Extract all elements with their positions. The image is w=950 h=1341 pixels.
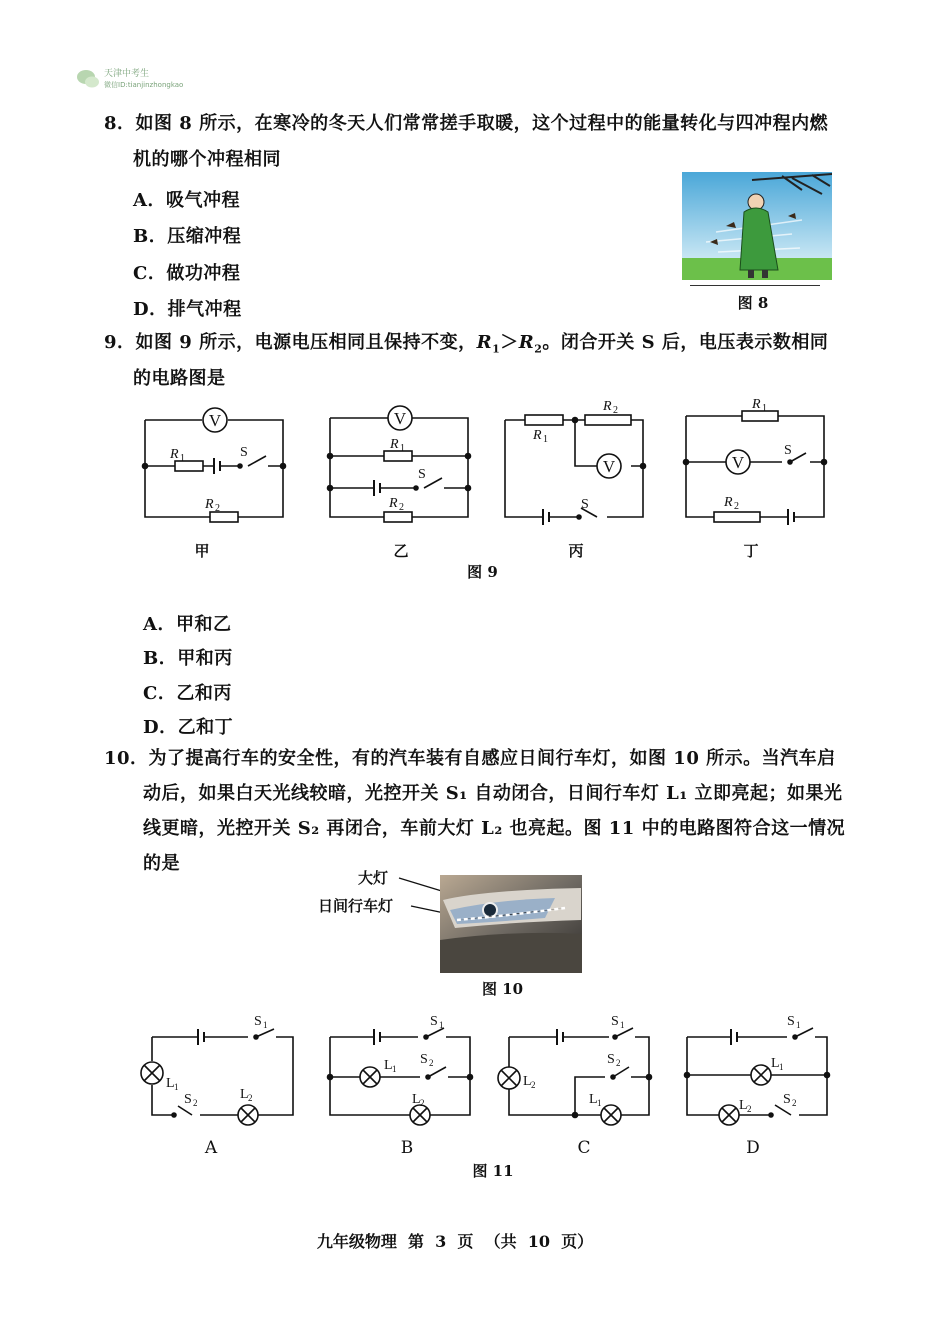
circuit-b bbox=[328, 1014, 473, 1125]
r2-sub: 2 bbox=[399, 502, 404, 513]
circuit-label-a: A bbox=[204, 1138, 218, 1158]
label-daytime-running-light: 日间行车灯 bbox=[318, 897, 394, 915]
figure-9-caption: 图 9 bbox=[467, 563, 498, 581]
r2-sub: 2 bbox=[215, 503, 220, 514]
q10-line2: 动后，如果白天光线较暗，光控开关 S₁ 自动闭合，日间行车灯 L₁ 立即亮起；如果光 bbox=[143, 783, 843, 804]
page-footer: 九年级物理 第 3 页 （共 10 页） bbox=[316, 1232, 594, 1251]
s1-label: S bbox=[611, 1014, 619, 1029]
q10-line1: 10．为了提高行车的安全性，有的汽车装有自感应日间行车灯，如图 10 所示。当汽车启 bbox=[104, 748, 836, 769]
l2-sub: 2 bbox=[420, 1098, 425, 1108]
l2-label: L bbox=[523, 1074, 532, 1089]
s1-label: S bbox=[430, 1014, 438, 1029]
l2-label: L bbox=[739, 1098, 748, 1113]
circuit-jia bbox=[143, 408, 286, 522]
r2-label: R bbox=[389, 496, 398, 511]
l2-sub: 2 bbox=[248, 1093, 253, 1103]
s1-sub: 1 bbox=[796, 1020, 801, 1030]
l1-sub: 1 bbox=[779, 1062, 784, 1072]
circuit-label-c: C bbox=[577, 1138, 591, 1158]
q8-option-d: D．排气冲程 bbox=[133, 299, 242, 320]
watermark-line2: 微信ID:tianjinzhongkao bbox=[104, 81, 184, 89]
q8-option-c: C．做功冲程 bbox=[133, 263, 241, 284]
r1-sub: 1 bbox=[762, 403, 767, 414]
voltmeter-label: V bbox=[208, 411, 222, 430]
circuit-a bbox=[141, 1014, 293, 1125]
label-headlight: 大灯 bbox=[358, 869, 389, 887]
r1-label: R bbox=[390, 437, 399, 452]
r1-sub: 1 bbox=[400, 443, 405, 454]
s2-label: S bbox=[607, 1052, 615, 1067]
q9-option-c: C．乙和丙 bbox=[143, 683, 232, 704]
switch-label: S bbox=[581, 497, 589, 512]
switch-label: S bbox=[784, 443, 792, 458]
figure-10-caption: 图 10 bbox=[481, 980, 524, 998]
s2-sub: 2 bbox=[792, 1098, 797, 1108]
q9-option-a: A．甲和乙 bbox=[143, 614, 232, 635]
q8-option-a: A．吸气冲程 bbox=[133, 190, 240, 211]
r2-label: R bbox=[205, 497, 214, 512]
l1-sub: 1 bbox=[174, 1082, 179, 1092]
q9-option-b: B．甲和丙 bbox=[143, 648, 233, 669]
watermark bbox=[76, 68, 216, 94]
s1-label: S bbox=[787, 1014, 795, 1029]
switch-label: S bbox=[240, 445, 248, 460]
circuit-ding bbox=[684, 397, 827, 525]
l1-label: L bbox=[771, 1056, 780, 1071]
q9-option-d: D．乙和丁 bbox=[143, 717, 234, 738]
l1-label: L bbox=[384, 1058, 393, 1073]
figure-11-caption: 图 11 bbox=[472, 1162, 514, 1180]
s1-sub: 1 bbox=[620, 1020, 625, 1030]
r2-label: R bbox=[724, 495, 733, 510]
q8-line1: 8．如图 8 所示，在寒冷的冬天人们常常搓手取暖，这个过程中的能量转化与四冲程内燃 bbox=[104, 113, 829, 134]
l1-label: L bbox=[166, 1076, 175, 1091]
s1-sub: 1 bbox=[263, 1020, 268, 1030]
q10-line4: 的是 bbox=[143, 853, 180, 874]
l2-sub: 2 bbox=[747, 1104, 752, 1114]
s1-sub: 1 bbox=[439, 1020, 444, 1030]
circuit-d bbox=[685, 1014, 830, 1125]
s2-label: S bbox=[184, 1092, 192, 1107]
voltmeter-label: V bbox=[602, 457, 616, 476]
s2-label: S bbox=[783, 1092, 791, 1107]
l1-sub: 1 bbox=[392, 1064, 397, 1074]
r2-sub: 2 bbox=[613, 405, 618, 416]
r1-label: R bbox=[752, 397, 761, 412]
r2-label: R bbox=[603, 399, 612, 414]
l2-label: L bbox=[240, 1087, 249, 1102]
s2-sub: 2 bbox=[616, 1058, 621, 1068]
l2-sub: 2 bbox=[531, 1080, 536, 1090]
figure-8-caption: 图 8 bbox=[737, 294, 769, 312]
l1-sub: 1 bbox=[597, 1098, 602, 1108]
r1-label: R bbox=[170, 447, 179, 462]
r2-sub: 2 bbox=[734, 501, 739, 512]
q9-line2: 的电路图是 bbox=[133, 368, 226, 389]
switch-label: S bbox=[418, 467, 426, 482]
figure-8-illustration bbox=[682, 172, 832, 290]
l2-label: L bbox=[412, 1092, 421, 1107]
s1-label: S bbox=[254, 1014, 262, 1029]
q10-line3: 线更暗，光控开关 S₂ 再闭合，车前大灯 L₂ 也亮起。图 11 中的电路图符合这一情况 bbox=[143, 818, 846, 839]
wechat-logo-icon bbox=[76, 68, 100, 90]
figure-11-circuits bbox=[130, 1005, 850, 1135]
circuit-label-ding: 丁 bbox=[743, 542, 759, 560]
l1-label: L bbox=[589, 1092, 598, 1107]
circuit-c bbox=[498, 1014, 652, 1125]
circuit-label-yi: 乙 bbox=[393, 542, 409, 560]
figure-10-photo bbox=[395, 870, 585, 974]
circuit-bing bbox=[505, 399, 646, 525]
circuit-label-jia: 甲 bbox=[194, 542, 210, 560]
circuit-yi bbox=[328, 406, 471, 522]
q8-line2: 机的哪个冲程相同 bbox=[133, 149, 281, 170]
circuit-label-b: B bbox=[400, 1138, 414, 1158]
r1-sub: 1 bbox=[180, 453, 185, 464]
circuit-label-bing: 丙 bbox=[568, 542, 584, 560]
voltmeter-label: V bbox=[731, 453, 745, 472]
voltmeter-label: V bbox=[393, 409, 407, 428]
r1-sub: 1 bbox=[543, 434, 548, 445]
circuit-label-d: D bbox=[746, 1138, 760, 1158]
q9-line1: 9．如图 9 所示，电源电压相同且保持不变，$R_1>R_2$。闭合开关 S 后，电压表示数相同 bbox=[104, 332, 829, 356]
q8-option-b: B．压缩冲程 bbox=[133, 226, 242, 247]
figure-9-circuits bbox=[130, 392, 850, 532]
s2-label: S bbox=[420, 1052, 428, 1067]
s2-sub: 2 bbox=[429, 1058, 434, 1068]
watermark-line1: 天津中考生 bbox=[104, 69, 150, 79]
figure-8-underline bbox=[690, 285, 820, 286]
r1-label: R bbox=[533, 428, 542, 443]
s2-sub: 2 bbox=[193, 1098, 198, 1108]
